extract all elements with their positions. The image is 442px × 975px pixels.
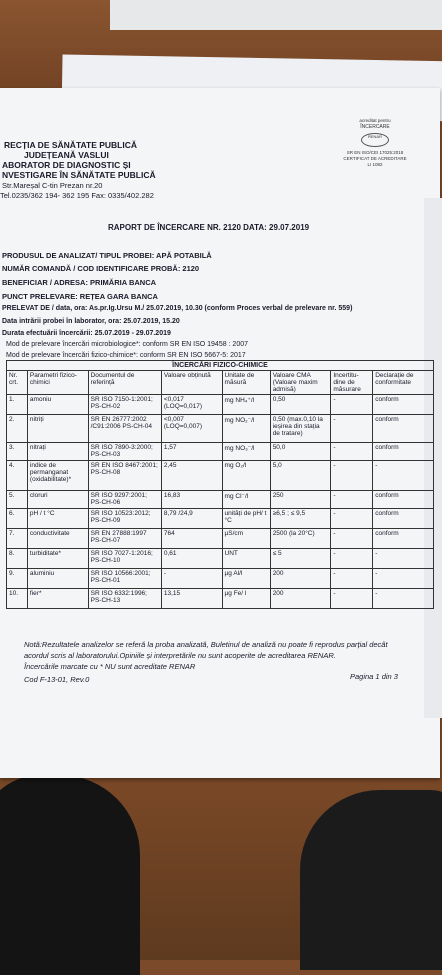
header-line: ABORATOR DE DIAGNOSTIC ȘI: [2, 160, 131, 170]
results-table: [6, 360, 434, 609]
table-cell: 5,0: [270, 461, 331, 491]
table-row: [7, 529, 434, 549]
table-cell: ≤ 5: [270, 549, 331, 569]
stamp-line: SR EN ISO/CEI 17025:2018: [346, 150, 404, 155]
report-field: Durata efectuării încercării: 25.07.2019 - 29.07.2019: [2, 330, 171, 337]
table-cell: -: [373, 569, 434, 589]
table-cell: 2,45: [161, 461, 222, 491]
column-header: Valoare CMA (Valoare maxim admisă): [270, 371, 331, 395]
table-cell: 8,79 /24,9: [161, 509, 222, 529]
table-cell: 6.: [7, 509, 28, 529]
table-cell: SR ISO 9297:2001; PS-CH-06: [88, 491, 161, 509]
table-row: [7, 461, 434, 491]
report-field: BENEFICIAR / ADRESA: PRIMĂRIA BANCA: [2, 278, 157, 287]
table-cell: nitrați: [27, 443, 88, 461]
column-header: Incertitu-dine de măsurare: [331, 371, 373, 395]
table-cell: 7.: [7, 529, 28, 549]
table-row: [7, 415, 434, 443]
table-cell: µS/cm: [222, 529, 270, 549]
test-report-document: [0, 88, 440, 778]
table-cell: pH / t °C: [27, 509, 88, 529]
table-cell: SR EN 26777:2002 /C91:2006 PS-CH-04: [88, 415, 161, 443]
table-cell: µg Al/l: [222, 569, 270, 589]
table-cell: indice de permanganat (oxidabilitate)*: [27, 461, 88, 491]
table-cell: SR ISO 10566:2001; PS-CH-01: [88, 569, 161, 589]
column-header: Valoare obținută: [161, 371, 222, 395]
page-number: Pagina 1 din 3: [350, 672, 398, 681]
column-header: Parametri fizico-chimici: [27, 371, 88, 395]
table-cell: SR EN ISO 8467:2001; PS-CH-08: [88, 461, 161, 491]
table-cell: 2500 (la 20°C): [270, 529, 331, 549]
table-cell: amoniu: [27, 395, 88, 415]
table-cell: 3.: [7, 443, 28, 461]
table-cell: conform: [373, 395, 434, 415]
section-title: ÎNCERCĂRI FIZICO-CHIMICE: [7, 361, 434, 371]
renar-logo-icon: RENAR: [361, 133, 389, 147]
table-cell: <0,017 (LOQ=0,017): [161, 395, 222, 415]
table-row: [7, 549, 434, 569]
table-row: [7, 491, 434, 509]
table-cell: conform: [373, 491, 434, 509]
table-cell: 1,57: [161, 443, 222, 461]
header-line: Str.Mareșal C-tin Prezan nr.20: [2, 181, 103, 190]
table-cell: SR ISO 7150-1:2001; PS-CH-02: [88, 395, 161, 415]
footer-note: Notă:Rezultatele analizelor se referă la proba analizată, Buletinul de analiză nu poate fi reprodus parțial decât: [24, 640, 388, 649]
table-cell: unități de pH/ t °C: [222, 509, 270, 529]
table-cell: SR ISO 7890-3:2000; PS-CH-03: [88, 443, 161, 461]
table-cell: fier*: [27, 589, 88, 609]
column-header: Unitate de măsură: [222, 371, 270, 395]
table-cell: -: [373, 589, 434, 609]
table-cell: conform: [373, 443, 434, 461]
column-header: Documentul de referință: [88, 371, 161, 395]
table-cell: -: [331, 569, 373, 589]
knee-right: [300, 790, 442, 970]
table-cell: 2.: [7, 415, 28, 443]
footer-note: Încercările marcate cu * NU sunt acreditate RENAR: [24, 662, 196, 671]
table-cell: mg O₂/l: [222, 461, 270, 491]
column-header: Declarație de conformitate: [373, 371, 434, 395]
table-cell: mg NO₃⁻/l: [222, 443, 270, 461]
table-cell: -: [373, 461, 434, 491]
table-header-row: [7, 371, 434, 395]
table-cell: 0,50 (max.0,10 la ieșirea din stația de tratare): [270, 415, 331, 443]
header-line: Tel.0235/362 194- 362 195 Fax: 0335/402.282: [0, 191, 154, 200]
stamp-label: ÎNCERCARE: [360, 124, 390, 130]
table-cell: 10.: [7, 589, 28, 609]
column-header: Nr. crt.: [7, 371, 28, 395]
table-cell: -: [331, 415, 373, 443]
table-cell: 1.: [7, 395, 28, 415]
table-cell: conform: [373, 509, 434, 529]
table-row: [7, 509, 434, 529]
report-field: PRODUSUL DE ANALIZAT/ TIPUL PROBEI: APĂ POTABILĂ: [2, 251, 212, 260]
table-cell: -: [331, 589, 373, 609]
table-cell: SR ISO 6332:1996; PS-CH-13: [88, 589, 161, 609]
table-cell: <0,007 (LOQ=0,007): [161, 415, 222, 443]
table-cell: µg Fe/ l: [222, 589, 270, 609]
table-cell: conform: [373, 529, 434, 549]
table-cell: 200: [270, 569, 331, 589]
table-cell: -: [331, 509, 373, 529]
table-cell: 250: [270, 491, 331, 509]
table-cell: 200: [270, 589, 331, 609]
table-cell: 4.: [7, 461, 28, 491]
table-cell: 0,50: [270, 395, 331, 415]
table-cell: 0,61: [161, 549, 222, 569]
table-cell: 9.: [7, 569, 28, 589]
table-cell: UNT: [222, 549, 270, 569]
table-cell: mg Cl⁻/l: [222, 491, 270, 509]
stamp-line: CERTIFICAT DE ACREDITARE: [343, 156, 407, 161]
paper-behind-top: [110, 0, 442, 30]
table-cell: 5.: [7, 491, 28, 509]
table-row: [7, 589, 434, 609]
report-field: PRELEVAT DE / data, ora: As.pr.Ig.Ursu M./ 25.07.2019, 10.30 (conform Proces verbal de prelevare nr. 559): [2, 305, 353, 312]
header-line: RECȚIA DE SĂNĂTATE PUBLICĂ: [4, 140, 138, 150]
table-row: [7, 443, 434, 461]
table-cell: turbiditate*: [27, 549, 88, 569]
table-cell: -: [161, 569, 222, 589]
header-line: JUDEȚEANĂ VASLUI: [24, 150, 109, 160]
table-cell: conform: [373, 415, 434, 443]
table-cell: conductivitate: [27, 529, 88, 549]
table-cell: mg NO₂⁻/l: [222, 415, 270, 443]
table-cell: 764: [161, 529, 222, 549]
table-row: [7, 569, 434, 589]
table-cell: -: [331, 443, 373, 461]
table-row: [7, 395, 434, 415]
table-cell: ≥6,5 ; ≤ 9,5: [270, 509, 331, 529]
table-cell: nitriți: [27, 415, 88, 443]
table-cell: SR ISO 7027-1:2016; PS-CH-10: [88, 549, 161, 569]
stamp-top: acreditat pentru: [359, 118, 391, 123]
report-field: NUMĂR COMANDĂ / COD IDENTIFICARE PROBĂ: 2120: [2, 264, 200, 273]
table-cell: -: [331, 529, 373, 549]
accreditation-stamp: [330, 118, 420, 168]
table-cell: mg NH₄⁺/l: [222, 395, 270, 415]
table-cell: SR ISO 10523:2012; PS-CH-09: [88, 509, 161, 529]
table-cell: cloruri: [27, 491, 88, 509]
table-cell: 13,15: [161, 589, 222, 609]
sampling-method: Mod de prelevare încercări fizico-chimice*: conform SR EN ISO 5667-5: 2017: [6, 352, 246, 359]
stamp-line: LI 1082: [367, 162, 383, 167]
report-field: PUNCT PRELEVARE: REȚEA GARA BANCA: [2, 292, 158, 301]
table-cell: 8.: [7, 549, 28, 569]
report-field: Data intrării probei în laborator, ora: 25.07.2019, 15.20: [2, 318, 180, 325]
knee-left: [0, 775, 140, 975]
table-cell: -: [331, 461, 373, 491]
table-cell: aluminiu: [27, 569, 88, 589]
table-cell: -: [331, 491, 373, 509]
table-cell: 50,0: [270, 443, 331, 461]
table-cell: -: [331, 395, 373, 415]
report-title: RAPORT DE ÎNCERCARE NR. 2120 DATA: 29.07.2019: [108, 223, 310, 232]
header-line: NVESTIGARE ÎN SĂNĂTATE PUBLICĂ: [2, 170, 156, 180]
footer-note: acordul scris al laboratorului.Opiniile și interpretările nu sunt acoperite de acreditarea RENAR.: [24, 651, 336, 660]
sampling-method: Mod de prelevare încercări microbiologice*: conform SR EN ISO 19458 : 2007: [6, 341, 249, 348]
table-cell: 16,83: [161, 491, 222, 509]
table-cell: SR EN 27888:1997 PS-CH-07: [88, 529, 161, 549]
table-cell: -: [331, 549, 373, 569]
form-code: Cod F-13-01, Rev.0: [24, 675, 90, 684]
table-cell: -: [373, 549, 434, 569]
